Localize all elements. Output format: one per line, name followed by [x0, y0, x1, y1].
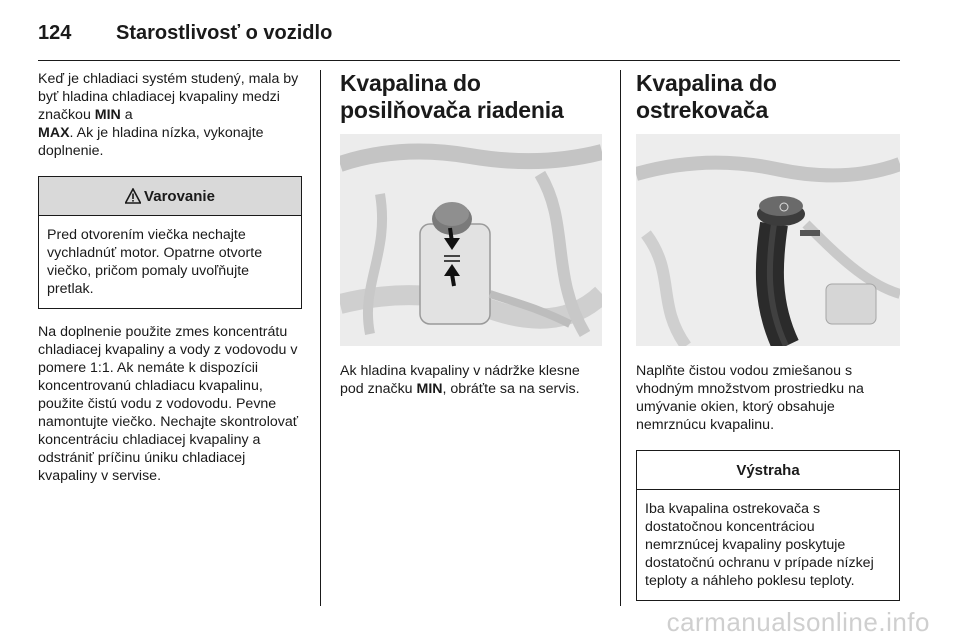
warning-box: [38, 176, 302, 309]
warning-box-body: [39, 216, 301, 308]
caution-text: Iba kvapalina ostrekovača s dostatočnou koncentráciou nemrznúcej kvapaliny poskytuje dostatočnú ochranu v prípade nízkej teploty a náhleho poklesu teploty.: [645, 501, 874, 589]
caution-box-body: [637, 490, 899, 600]
warning-text: Pred otvorením viečka nechajte vychladnúť motor. Opatrne otvorte viečko, pričom pomaly uvoľňujte pretlak.: [47, 227, 263, 297]
column-washer: [636, 70, 900, 601]
min-mark: MIN: [94, 107, 121, 123]
power-steering-reservoir-photo: [340, 134, 602, 346]
section-title-washer: Kvapalina do ostrekovača: [636, 70, 777, 123]
section-title-power-steering: Kvapalina do posilňovača riadenia: [340, 70, 564, 123]
max-mark: MAX: [38, 125, 70, 141]
warning-box-header: [39, 177, 301, 216]
caution-box-header: [637, 451, 899, 490]
power-steering-paragraph: Ak hladina kvapaliny v nádržke klesne pod značku MIN, obráťte sa na servis.: [340, 363, 580, 397]
header-rule: [38, 60, 900, 61]
caution-title: Výstraha: [736, 461, 800, 479]
warning-triangle-icon: [125, 188, 141, 204]
caution-box: [636, 450, 900, 601]
coolant-refill-paragraph: Na doplnenie použite zmes koncentrátu chladiacej kvapaliny a vody z vodovodu v pomere 1:1. Ak nemáte k dispozícii koncentrovanú chladiacu kvapalinu, použite čistú vodu z vodovodu. Pevne namontujte viečko. Nechajte skontrolovať koncentráciu chladiacej kvapaliny a odstrániť príčinu úniku chladiacej kvapaliny v servise.: [38, 324, 299, 484]
washer-paragraph: Naplňte čistou vodou zmiešanou s vhodným množstvom prostriedku na umývanie okien, ktorý obsahuje nemrznúcu kvapalinu.: [636, 363, 864, 433]
column-power-steering: [340, 70, 604, 398]
coolant-intro-paragraph: Keď je chladiaci systém studený, mala by byť hladina chladiacej kvapaliny medzi značkou MIN a MAX. Ak je hladina nízka, vykonajte doplnenie.: [38, 71, 299, 159]
running-title: Starostlivosť o vozidlo: [116, 21, 333, 44]
page-number: 124: [38, 21, 72, 44]
min-mark: MIN: [416, 381, 443, 397]
washer-fluid-reservoir-photo: [636, 134, 900, 346]
watermark: carmanualsonline.info: [666, 607, 930, 637]
page-header: [38, 18, 332, 48]
column-divider: [620, 70, 621, 606]
column-divider: [320, 70, 321, 606]
column-coolant: [38, 70, 302, 485]
warning-title: Varovanie: [144, 187, 215, 205]
